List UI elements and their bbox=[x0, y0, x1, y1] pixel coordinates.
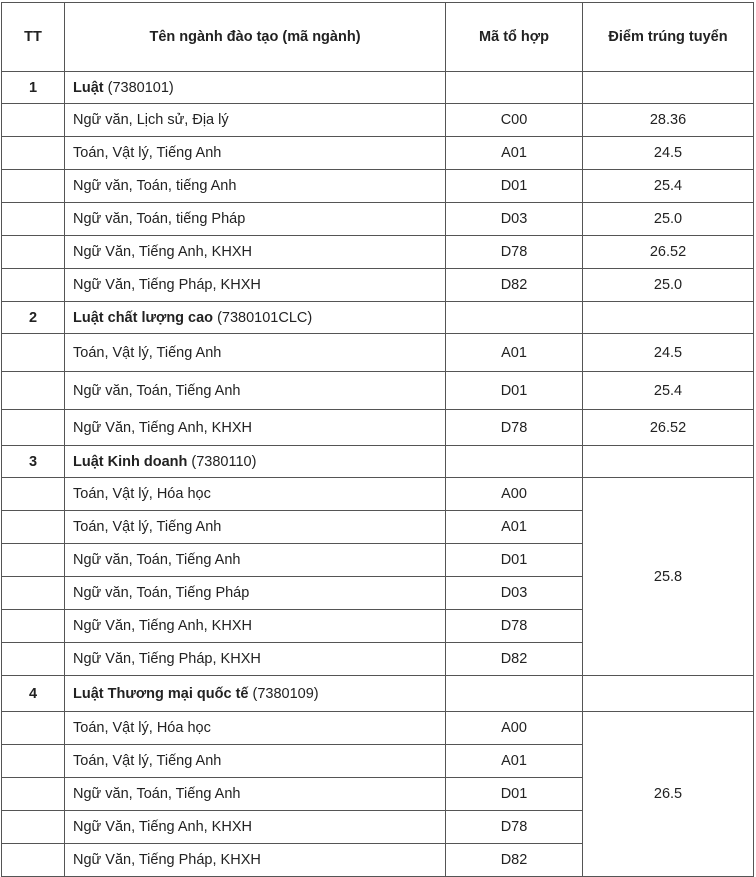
group-number: 3 bbox=[2, 446, 65, 478]
table-row bbox=[2, 104, 754, 137]
combo-cell: D01 bbox=[446, 778, 583, 811]
combo-cell: D01 bbox=[446, 544, 583, 577]
group-number: 4 bbox=[2, 676, 65, 712]
header-name: Tên ngành đào tạo (mã ngành) bbox=[65, 3, 446, 72]
subjects-cell: Toán, Vật lý, Hóa học bbox=[65, 712, 446, 745]
subjects-cell: Toán, Vật lý, Tiếng Anh bbox=[65, 511, 446, 544]
group-title-cell bbox=[65, 446, 446, 478]
group-row bbox=[2, 676, 754, 712]
header-combo: Mã tổ hợp bbox=[446, 3, 583, 72]
combo-cell: D03 bbox=[446, 203, 583, 236]
combo-cell: C00 bbox=[446, 104, 583, 137]
subjects-cell: Ngữ văn, Toán, Tiếng Anh bbox=[65, 372, 446, 410]
score-cell: 25.0 bbox=[583, 269, 754, 302]
score-cell: 26.52 bbox=[583, 236, 754, 269]
merged-score-cell: 26.5 bbox=[583, 712, 754, 877]
subjects-cell: Ngữ Văn, Tiếng Pháp, KHXH bbox=[65, 844, 446, 877]
group-row bbox=[2, 72, 754, 104]
table-row bbox=[2, 478, 754, 511]
subjects-cell: Ngữ văn, Toán, Tiếng Pháp bbox=[65, 577, 446, 610]
group-code: (7380109) bbox=[252, 685, 319, 702]
group-code: (7380101) bbox=[107, 79, 174, 96]
group-title-cell bbox=[65, 72, 446, 104]
admission-score-table bbox=[1, 2, 754, 877]
table-row bbox=[2, 334, 754, 372]
combo-cell: D78 bbox=[446, 610, 583, 643]
group-title: Luật chất lượng cao bbox=[73, 309, 214, 326]
table-row bbox=[2, 236, 754, 269]
table-row bbox=[2, 372, 754, 410]
table-row bbox=[2, 410, 754, 446]
group-number: 2 bbox=[2, 302, 65, 334]
table-row bbox=[2, 170, 754, 203]
combo-cell: A01 bbox=[446, 745, 583, 778]
subjects-cell: Ngữ Văn, Tiếng Anh, KHXH bbox=[65, 610, 446, 643]
subjects-cell: Ngữ Văn, Tiếng Anh, KHXH bbox=[65, 410, 446, 446]
subjects-cell: Toán, Vật lý, Tiếng Anh bbox=[65, 137, 446, 170]
subjects-cell: Ngữ Văn, Tiếng Anh, KHXH bbox=[65, 236, 446, 269]
group-title: Luật bbox=[73, 79, 104, 96]
combo-cell: D82 bbox=[446, 643, 583, 676]
group-row bbox=[2, 302, 754, 334]
group-code: (7380101CLC) bbox=[217, 309, 313, 326]
subjects-cell: Ngữ văn, Lịch sử, Địa lý bbox=[65, 104, 446, 137]
subjects-cell: Ngữ văn, Toán, Tiếng Anh bbox=[65, 778, 446, 811]
subjects-cell: Toán, Vật lý, Tiếng Anh bbox=[65, 334, 446, 372]
combo-cell: A01 bbox=[446, 334, 583, 372]
group-title: Luật Thương mại quốc tế bbox=[73, 685, 249, 702]
merged-score-cell: 25.8 bbox=[583, 478, 754, 676]
subjects-cell: Ngữ Văn, Tiếng Pháp, KHXH bbox=[65, 269, 446, 302]
header-tt: TT bbox=[2, 3, 65, 72]
combo-cell: A00 bbox=[446, 712, 583, 745]
subjects-cell: Ngữ văn, Toán, Tiếng Anh bbox=[65, 544, 446, 577]
combo-cell: D01 bbox=[446, 170, 583, 203]
group-title-cell bbox=[65, 302, 446, 334]
score-cell: 26.52 bbox=[583, 410, 754, 446]
score-cell: 25.4 bbox=[583, 372, 754, 410]
group-title-cell bbox=[65, 676, 446, 712]
subjects-cell: Toán, Vật lý, Tiếng Anh bbox=[65, 745, 446, 778]
subjects-cell: Ngữ văn, Toán, tiếng Pháp bbox=[65, 203, 446, 236]
combo-cell: D03 bbox=[446, 577, 583, 610]
header-score: Điểm trúng tuyển bbox=[583, 3, 754, 72]
subjects-cell: Ngữ Văn, Tiếng Anh, KHXH bbox=[65, 811, 446, 844]
combo-cell: D78 bbox=[446, 410, 583, 446]
score-cell: 25.4 bbox=[583, 170, 754, 203]
table-row bbox=[2, 269, 754, 302]
combo-cell: D78 bbox=[446, 811, 583, 844]
combo-cell: D82 bbox=[446, 844, 583, 877]
group-row bbox=[2, 446, 754, 478]
combo-cell: A01 bbox=[446, 137, 583, 170]
group-title: Luật Kinh doanh bbox=[73, 453, 188, 470]
group-number: 1 bbox=[2, 72, 65, 104]
score-cell: 24.5 bbox=[583, 334, 754, 372]
header-row bbox=[2, 3, 754, 72]
combo-cell: D01 bbox=[446, 372, 583, 410]
table-row bbox=[2, 137, 754, 170]
combo-cell: A01 bbox=[446, 511, 583, 544]
table-row bbox=[2, 203, 754, 236]
subjects-cell: Ngữ Văn, Tiếng Pháp, KHXH bbox=[65, 643, 446, 676]
subjects-cell: Ngữ văn, Toán, tiếng Anh bbox=[65, 170, 446, 203]
score-cell: 28.36 bbox=[583, 104, 754, 137]
subjects-cell: Toán, Vật lý, Hóa học bbox=[65, 478, 446, 511]
combo-cell: D82 bbox=[446, 269, 583, 302]
table-row bbox=[2, 712, 754, 745]
combo-cell: D78 bbox=[446, 236, 583, 269]
group-code: (7380110) bbox=[191, 453, 257, 470]
score-cell: 24.5 bbox=[583, 137, 754, 170]
combo-cell: A00 bbox=[446, 478, 583, 511]
score-cell: 25.0 bbox=[583, 203, 754, 236]
